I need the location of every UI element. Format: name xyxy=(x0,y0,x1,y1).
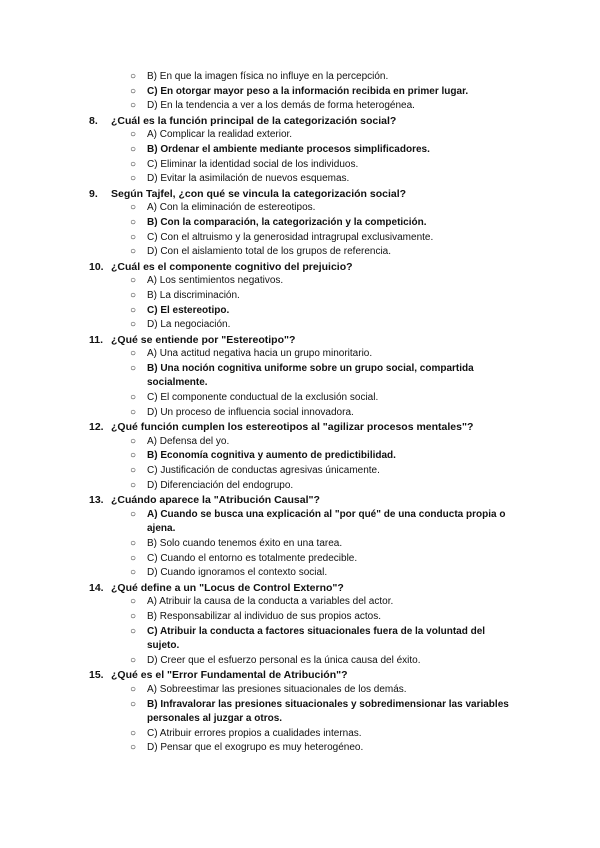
answer-option xyxy=(92,654,512,669)
answer-option xyxy=(92,464,512,479)
question-number: 14. xyxy=(89,581,104,594)
question-item xyxy=(89,668,512,756)
circle-bullet-icon: ○ xyxy=(130,654,137,666)
answer-option-correct xyxy=(92,216,512,231)
option-text: D) La negociación. xyxy=(147,319,231,331)
question-number: 13. xyxy=(89,494,104,507)
question-text: Según Tajfel, ¿con qué se vincula la categorización social? xyxy=(111,187,407,200)
answer-option-correct xyxy=(92,143,512,158)
circle-bullet-icon: ○ xyxy=(130,727,137,739)
answer-option-correct xyxy=(92,625,512,654)
circle-bullet-icon: ○ xyxy=(130,479,137,491)
option-text: A) Atribuir la causa de la conducta a variables del actor. xyxy=(147,596,394,608)
answer-option xyxy=(92,566,512,581)
circle-bullet-icon: ○ xyxy=(130,231,137,243)
option-text: A) Complicar la realidad exterior. xyxy=(147,129,293,141)
answer-option xyxy=(92,347,512,362)
answer-option xyxy=(92,595,512,610)
quiz-content xyxy=(89,70,512,756)
question-number: 9. xyxy=(89,187,98,200)
question-heading xyxy=(89,493,512,508)
answer-option xyxy=(92,537,512,552)
question-text: ¿Qué define a un "Locus de Control Externo"? xyxy=(111,581,344,594)
option-text: D) Con el aislamiento total de los grupos de referencia. xyxy=(147,246,392,258)
option-list xyxy=(92,201,512,259)
question-heading xyxy=(89,581,512,596)
circle-bullet-icon: ○ xyxy=(130,567,137,579)
circle-bullet-icon: ○ xyxy=(130,596,137,608)
answer-option xyxy=(92,70,512,85)
circle-bullet-icon: ○ xyxy=(130,362,137,374)
answer-option-correct xyxy=(92,698,512,727)
option-list xyxy=(92,595,512,668)
option-list xyxy=(92,274,512,332)
option-list xyxy=(92,128,512,186)
answer-option xyxy=(92,158,512,173)
option-text: D) Un proceso de influencia social innovadora. xyxy=(147,406,354,418)
option-text: D) Diferenciación del endogrupo. xyxy=(147,479,294,491)
question-list xyxy=(89,114,512,756)
circle-bullet-icon: ○ xyxy=(130,625,137,637)
answer-option xyxy=(92,274,512,289)
option-text: C) Eliminar la identidad social de los individuos. xyxy=(147,158,359,170)
circle-bullet-icon: ○ xyxy=(130,683,137,695)
question-text: ¿Cuál es la función principal de la categorización social? xyxy=(111,114,397,127)
question-number: 15. xyxy=(89,669,104,682)
option-list xyxy=(92,347,512,420)
circle-bullet-icon: ○ xyxy=(130,129,137,141)
option-text: D) En la tendencia a ver a los demás de forma heterogénea. xyxy=(147,100,415,112)
question-item xyxy=(89,260,512,333)
answer-option xyxy=(92,245,512,260)
circle-bullet-icon: ○ xyxy=(130,508,137,520)
question-number: 12. xyxy=(89,421,104,434)
option-text: D) Cuando ignoramos el contexto social. xyxy=(147,567,328,579)
option-text: D) Creer que el esfuerzo personal es la única causa del éxito. xyxy=(147,654,421,666)
circle-bullet-icon: ○ xyxy=(130,698,137,710)
question-heading xyxy=(89,333,512,348)
option-list xyxy=(92,683,512,756)
answer-option xyxy=(92,727,512,742)
option-text: B) Con la comparación, la categorización y la competición. xyxy=(147,216,427,228)
option-text: C) El componente conductual de la exclusión social. xyxy=(147,392,379,404)
option-text: C) En otorgar mayor peso a la información recibida en primer lugar. xyxy=(147,85,469,97)
answer-option xyxy=(92,231,512,246)
option-text: A) Cuando se busca una explicación al "por qué" de una conducta propia o ajena. xyxy=(147,508,506,535)
option-list xyxy=(92,508,512,581)
option-text: B) Solo cuando tenemos éxito en una tarea. xyxy=(147,538,343,549)
circle-bullet-icon: ○ xyxy=(130,289,137,301)
option-text: A) Los sentimientos negativos. xyxy=(147,275,284,287)
question-item xyxy=(89,493,512,581)
circle-bullet-icon: ○ xyxy=(130,319,137,331)
circle-bullet-icon: ○ xyxy=(130,406,137,418)
circle-bullet-icon: ○ xyxy=(130,143,137,155)
question-heading xyxy=(89,187,512,202)
option-list xyxy=(92,435,512,493)
circle-bullet-icon: ○ xyxy=(130,435,137,447)
circle-bullet-icon: ○ xyxy=(130,742,137,754)
circle-bullet-icon: ○ xyxy=(130,85,137,97)
answer-option-correct xyxy=(92,449,512,464)
question-number: 11. xyxy=(89,333,104,346)
question-number: 10. xyxy=(89,260,104,273)
circle-bullet-icon: ○ xyxy=(130,71,137,82)
question-heading xyxy=(89,260,512,275)
option-text: B) En que la imagen física no influye en la percepción. xyxy=(147,71,389,82)
circle-bullet-icon: ○ xyxy=(130,552,137,564)
question-text: ¿Qué se entiende por "Estereotipo"? xyxy=(111,333,296,346)
option-text: B) La discriminación. xyxy=(147,289,240,301)
option-text: C) Con el altruismo y la generosidad intragrupal exclusivamente. xyxy=(147,231,434,243)
circle-bullet-icon: ○ xyxy=(130,465,137,477)
option-text: C) Atribuir la conducta a factores situacionales fuera de la voluntad del sujeto. xyxy=(147,625,486,652)
circle-bullet-icon: ○ xyxy=(130,216,137,228)
question-item xyxy=(89,581,512,669)
question-heading xyxy=(89,668,512,683)
answer-option-correct xyxy=(92,362,512,391)
leading-options xyxy=(92,70,512,114)
question-heading xyxy=(89,420,512,435)
answer-option xyxy=(92,435,512,450)
option-text: B) Economía cognitiva y aumento de predictibilidad. xyxy=(147,450,396,462)
circle-bullet-icon: ○ xyxy=(130,610,137,622)
option-text: C) Atribuir errores propios a cualidades internas. xyxy=(147,727,362,739)
option-text: C) Cuando el entorno es totalmente predecible. xyxy=(147,552,358,564)
circle-bullet-icon: ○ xyxy=(130,538,137,549)
answer-option xyxy=(92,741,512,756)
option-text: B) Infravalorar las presiones situacionales y sobredimensionar las variables personales al juzgar a otros. xyxy=(147,698,509,725)
answer-option xyxy=(92,683,512,698)
option-text: D) Evitar la asimilación de nuevos esquemas. xyxy=(147,173,350,185)
option-text: A) Con la eliminación de estereotipos. xyxy=(147,202,316,214)
circle-bullet-icon: ○ xyxy=(130,246,137,258)
option-text: C) Justificación de conductas agresivas únicamente. xyxy=(147,465,380,477)
question-item xyxy=(89,333,512,421)
circle-bullet-icon: ○ xyxy=(130,450,137,462)
answer-option xyxy=(92,406,512,421)
circle-bullet-icon: ○ xyxy=(130,304,137,316)
option-text: B) Ordenar el ambiente mediante procesos simplificadores. xyxy=(147,143,430,155)
option-text: A) Defensa del yo. xyxy=(147,435,230,447)
question-item xyxy=(89,187,512,260)
answer-option xyxy=(92,318,512,333)
answer-option xyxy=(92,552,512,567)
circle-bullet-icon: ○ xyxy=(130,100,137,112)
answer-option xyxy=(92,99,512,114)
option-text: D) Pensar que el exogrupo es muy heterogéneo. xyxy=(147,742,364,754)
answer-option xyxy=(92,391,512,406)
circle-bullet-icon: ○ xyxy=(130,158,137,170)
answer-option xyxy=(92,172,512,187)
answer-option xyxy=(92,128,512,143)
circle-bullet-icon: ○ xyxy=(130,275,137,287)
option-text: C) El estereotipo. xyxy=(147,304,230,316)
answer-option xyxy=(92,201,512,216)
question-text: ¿Qué es el "Error Fundamental de Atribución"? xyxy=(111,669,348,682)
option-text: A) Sobreestimar las presiones situacionales de los demás. xyxy=(147,683,407,695)
question-item xyxy=(89,114,512,187)
question-text: ¿Qué función cumplen los estereotipos al "agilizar procesos mentales"? xyxy=(111,421,474,434)
question-text: ¿Cuál es el componente cognitivo del prejuicio? xyxy=(111,260,353,273)
answer-option xyxy=(92,479,512,494)
circle-bullet-icon: ○ xyxy=(130,173,137,185)
answer-option xyxy=(92,610,512,625)
question-number: 8. xyxy=(89,114,98,127)
question-item xyxy=(89,420,512,493)
answer-option-correct xyxy=(92,304,512,319)
option-text: B) Una noción cognitiva uniforme sobre un grupo social, compartida socialmente. xyxy=(147,362,474,389)
circle-bullet-icon: ○ xyxy=(130,202,137,214)
answer-option-correct xyxy=(92,508,512,537)
question-text: ¿Cuándo aparece la "Atribución Causal"? xyxy=(111,494,320,507)
question-heading xyxy=(89,114,512,129)
circle-bullet-icon: ○ xyxy=(130,392,137,404)
option-text: A) Una actitud negativa hacia un grupo minoritario. xyxy=(147,348,373,360)
answer-option xyxy=(92,289,512,304)
answer-option-correct xyxy=(92,85,512,100)
circle-bullet-icon: ○ xyxy=(130,348,137,360)
option-text: B) Responsabilizar al individuo de sus propios actos. xyxy=(147,610,382,622)
